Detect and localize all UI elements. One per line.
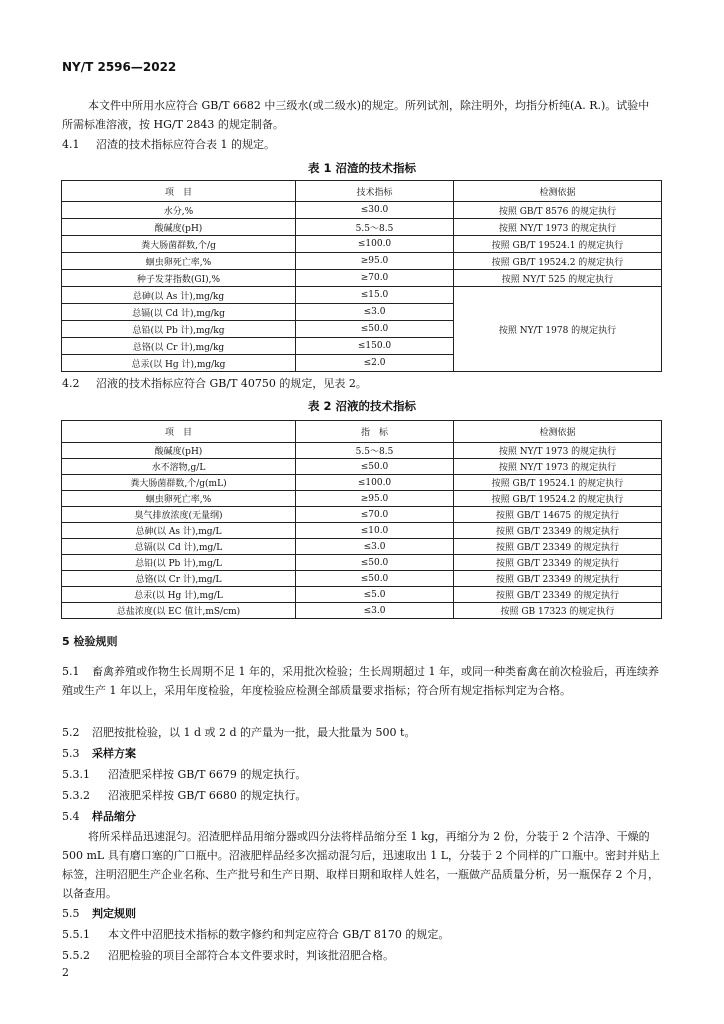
table-cell-basis: 按照 NY/T 1973 的规定执行 xyxy=(454,459,662,475)
table-cell-spec: ≤50.0 xyxy=(296,321,454,338)
clause-number: 5.3 xyxy=(62,747,80,760)
table-row xyxy=(62,523,662,539)
table-cell-basis: 按照 GB/T 19524.1 的规定执行 xyxy=(454,475,662,491)
clause-5-2 xyxy=(62,723,660,742)
table-cell-item: 酸碱度(pH) xyxy=(62,219,296,236)
table-cell-spec: ≥95.0 xyxy=(296,491,454,507)
table-cell-item: 总铅(以 Pb 计),mg/L xyxy=(62,555,296,571)
table-cell-item: 酸碱度(pH) xyxy=(62,443,296,459)
clause-text: 沼液肥采样按 GB/T 6680 的规定执行。 xyxy=(108,789,307,802)
table-cell-basis: 按照 GB/T 19524.2 的规定执行 xyxy=(454,491,662,507)
table-cell-basis: 按照 GB/T 14675 的规定执行 xyxy=(454,507,662,523)
table-cell-spec: 5.5～8.5 xyxy=(296,219,454,236)
table2-caption: 表 2 沼液的技术指标 xyxy=(307,399,416,413)
table-cell-spec: ≤30.0 xyxy=(296,202,454,219)
table-cell-basis: 按照 GB/T 23349 的规定执行 xyxy=(454,555,662,571)
table-row xyxy=(62,236,662,253)
table-cell-spec: ≤3.0 xyxy=(296,304,454,321)
clause-number: 5.5.1 xyxy=(62,928,90,941)
clause-text: 沼肥按批检验，以 1 d 或 2 d 的产量为一批，最大批量为 500 t。 xyxy=(92,726,416,739)
table-2 xyxy=(61,420,662,619)
table-cell-spec: ≤3.0 xyxy=(296,539,454,555)
clause-5-3-1 xyxy=(62,765,660,784)
table-cell-item: 臭气排放浓度(无量纲) xyxy=(62,507,296,523)
table-cell-spec: ≤50.0 xyxy=(296,555,454,571)
table-row xyxy=(62,491,662,507)
table-row xyxy=(62,459,662,475)
clause-5-1 xyxy=(62,662,660,700)
table-cell-basis: 按照 GB/T 19524.1 的规定执行 xyxy=(454,236,662,253)
table-cell-item: 粪大肠菌群数,个/g(mL) xyxy=(62,475,296,491)
clause-number: 4.1 xyxy=(62,138,80,151)
table-row xyxy=(62,219,662,236)
table-1 xyxy=(61,180,662,372)
table-cell-item: 水不溶物,g/L xyxy=(62,459,296,475)
table-row xyxy=(62,603,662,619)
clause-5-4-text: 将所采样品迅速混匀。沼渣肥样品用缩分器或四分法将样品缩分至 1 kg，再缩分为 2 份，分装于 2 个洁净、干燥的 500 mL 具有磨口塞的广口瓶中。沼液肥样品经多次摇动混匀后，迅速取出 1 L，分装于 2 个同样的广口瓶中。密封并贴上标签，注明沼肥生产企业名称、生产批号和生产日期、取样日期和取样人姓名，一瓶做产品质量分析，另一瓶保存 2 个月，以备查用。 xyxy=(62,830,661,900)
table-cell-basis: 按照 NY/T 1973 的规定执行 xyxy=(454,443,662,459)
clause-5-3-2 xyxy=(62,786,660,805)
clause-5-3 xyxy=(62,744,660,763)
clause-text: 沼渣的技术指标应符合表 1 的规定。 xyxy=(96,138,275,151)
table-cell-spec: ≤100.0 xyxy=(296,236,454,253)
table-cell-item: 总铬(以 Cr 计),mg/L xyxy=(62,571,296,587)
clause-number: 5.4 xyxy=(62,810,80,823)
clause-text: 本文件中沼肥技术指标的数字修约和判定应符合 GB/T 8170 的规定。 xyxy=(108,928,450,941)
table-cell-spec: ≤150.0 xyxy=(296,338,454,355)
table-cell-basis: 按照 NY/T 1973 的规定执行 xyxy=(454,219,662,236)
table-cell-basis: 按照 GB/T 23349 的规定执行 xyxy=(454,523,662,539)
table-row xyxy=(62,287,662,304)
intro-paragraph: 本文件中所用水应符合 GB/T 6682 中三级水(或二级水)的规定。所列试剂，除注明外，均指分析纯(A. R.)。试验中所需标准溶液，按 HG/T 2843 的规定制备。 xyxy=(62,99,650,131)
table-cell-spec: ≥70.0 xyxy=(296,270,454,287)
clause-4-2 xyxy=(62,374,660,393)
table1-caption: 表 1 沼渣的技术指标 xyxy=(307,161,416,175)
clause-5-4 xyxy=(62,807,660,826)
clause-number: 5.5 xyxy=(62,907,80,920)
clause-text: 沼液的技术指标应符合 GB/T 40750 的规定，见表 2。 xyxy=(96,377,367,390)
table-row xyxy=(62,539,662,555)
table-cell-spec: ≤10.0 xyxy=(296,523,454,539)
table-cell-spec: ≤70.0 xyxy=(296,507,454,523)
table-cell-spec: ≤5.0 xyxy=(296,587,454,603)
table-cell-item: 总镉(以 Cd 计),mg/L xyxy=(62,539,296,555)
clause-number: 4.2 xyxy=(62,377,80,390)
clause-5-5 xyxy=(62,904,660,923)
table-cell-basis: 按照 GB/T 23349 的规定执行 xyxy=(454,539,662,555)
table-cell-spec: ≤15.0 xyxy=(296,287,454,304)
table-row xyxy=(62,507,662,523)
standard-number: NY/T 2596—2022 xyxy=(62,60,177,74)
table-cell-item: 总砷(以 As 计),mg/L xyxy=(62,523,296,539)
table-cell-basis: 按照 GB/T 23349 的规定执行 xyxy=(454,571,662,587)
clause-number: 5.3.2 xyxy=(62,789,90,802)
table-cell-item: 水分,% xyxy=(62,202,296,219)
table-cell-item: 总盐浓度(以 EC 值计,mS/cm) xyxy=(62,603,296,619)
table-cell-basis: 按照 GB/T 8576 的规定执行 xyxy=(454,202,662,219)
table1-header-item: 项 目 xyxy=(62,181,296,202)
table-cell-basis: 按照 NY/T 525 的规定执行 xyxy=(454,270,662,287)
table-cell-item: 总砷(以 As 计),mg/kg xyxy=(62,287,296,304)
table-cell-spec: ≥95.0 xyxy=(296,253,454,270)
clause-4-1 xyxy=(62,135,660,154)
table-cell-item: 总铅(以 Pb 计),mg/kg xyxy=(62,321,296,338)
table-cell-spec: ≤2.0 xyxy=(296,355,454,372)
table-cell-spec: ≤50.0 xyxy=(296,459,454,475)
page-number: 2 xyxy=(62,966,69,979)
table-cell-basis: 按照 GB/T 23349 的规定执行 xyxy=(454,587,662,603)
table1-header-basis: 检测依据 xyxy=(454,181,662,202)
table-cell-item: 总汞(以 Hg 计),mg/kg xyxy=(62,355,296,372)
clause-text: 畜禽养殖或作物生长周期不足 1 年的，采用批次检验；生长周期超过 1 年，或同一种类畜禽在前次检验后，再连续养殖或生产 1 年以上，采用年度检验，年度检验应检测全部质量要求指标；符合所有规定指标判定为合格。 xyxy=(62,665,659,697)
clause-number: 5.2 xyxy=(62,726,80,739)
table-row xyxy=(62,202,662,219)
clause-title: 样品缩分 xyxy=(92,810,136,823)
table-cell-basis: 按照 GB 17323 的规定执行 xyxy=(454,603,662,619)
table-cell-item: 总汞(以 Hg 计),mg/L xyxy=(62,587,296,603)
clause-number: 5.5.2 xyxy=(62,949,90,962)
table-cell-item: 种子发芽指数(GI),% xyxy=(62,270,296,287)
section-5-title: 5 检验规则 xyxy=(62,635,118,648)
table-row xyxy=(62,270,662,287)
table-cell-item: 蛔虫卵死亡率,% xyxy=(62,253,296,270)
table-cell-item: 粪大肠菌群数,个/g xyxy=(62,236,296,253)
clause-title: 采样方案 xyxy=(92,747,136,760)
clause-text: 沼渣肥采样按 GB/T 6679 的规定执行。 xyxy=(108,768,307,781)
table-cell-spec: ≤100.0 xyxy=(296,475,454,491)
table-cell-spec: ≤50.0 xyxy=(296,571,454,587)
clause-title: 判定规则 xyxy=(92,907,136,920)
table-row xyxy=(62,443,662,459)
table-row xyxy=(62,571,662,587)
clause-number: 5.1 xyxy=(62,665,80,678)
table1-merged-basis: 按照 NY/T 1978 的规定执行 xyxy=(454,287,662,372)
clause-5-5-2 xyxy=(62,946,660,965)
table-cell-item: 蛔虫卵死亡率,% xyxy=(62,491,296,507)
table1-header-spec: 技术指标 xyxy=(296,181,454,202)
table-row xyxy=(62,475,662,491)
table-row xyxy=(62,555,662,571)
table2-header-basis: 检测依据 xyxy=(454,421,662,443)
table-row xyxy=(62,253,662,270)
table-cell-item: 总铬(以 Cr 计),mg/kg xyxy=(62,338,296,355)
table2-header-item: 项 目 xyxy=(62,421,296,443)
clause-number: 5.3.1 xyxy=(62,768,90,781)
table-row xyxy=(62,587,662,603)
clause-text: 沼肥检验的项目全部符合本文件要求时，判该批沼肥合格。 xyxy=(108,949,394,962)
clause-5-5-1 xyxy=(62,925,660,944)
table-cell-basis: 按照 GB/T 19524.2 的规定执行 xyxy=(454,253,662,270)
table-cell-spec: 5.5～8.5 xyxy=(296,443,454,459)
table-cell-spec: ≤3.0 xyxy=(296,603,454,619)
table-cell-item: 总镉(以 Cd 计),mg/kg xyxy=(62,304,296,321)
table2-header-spec: 指 标 xyxy=(296,421,454,443)
